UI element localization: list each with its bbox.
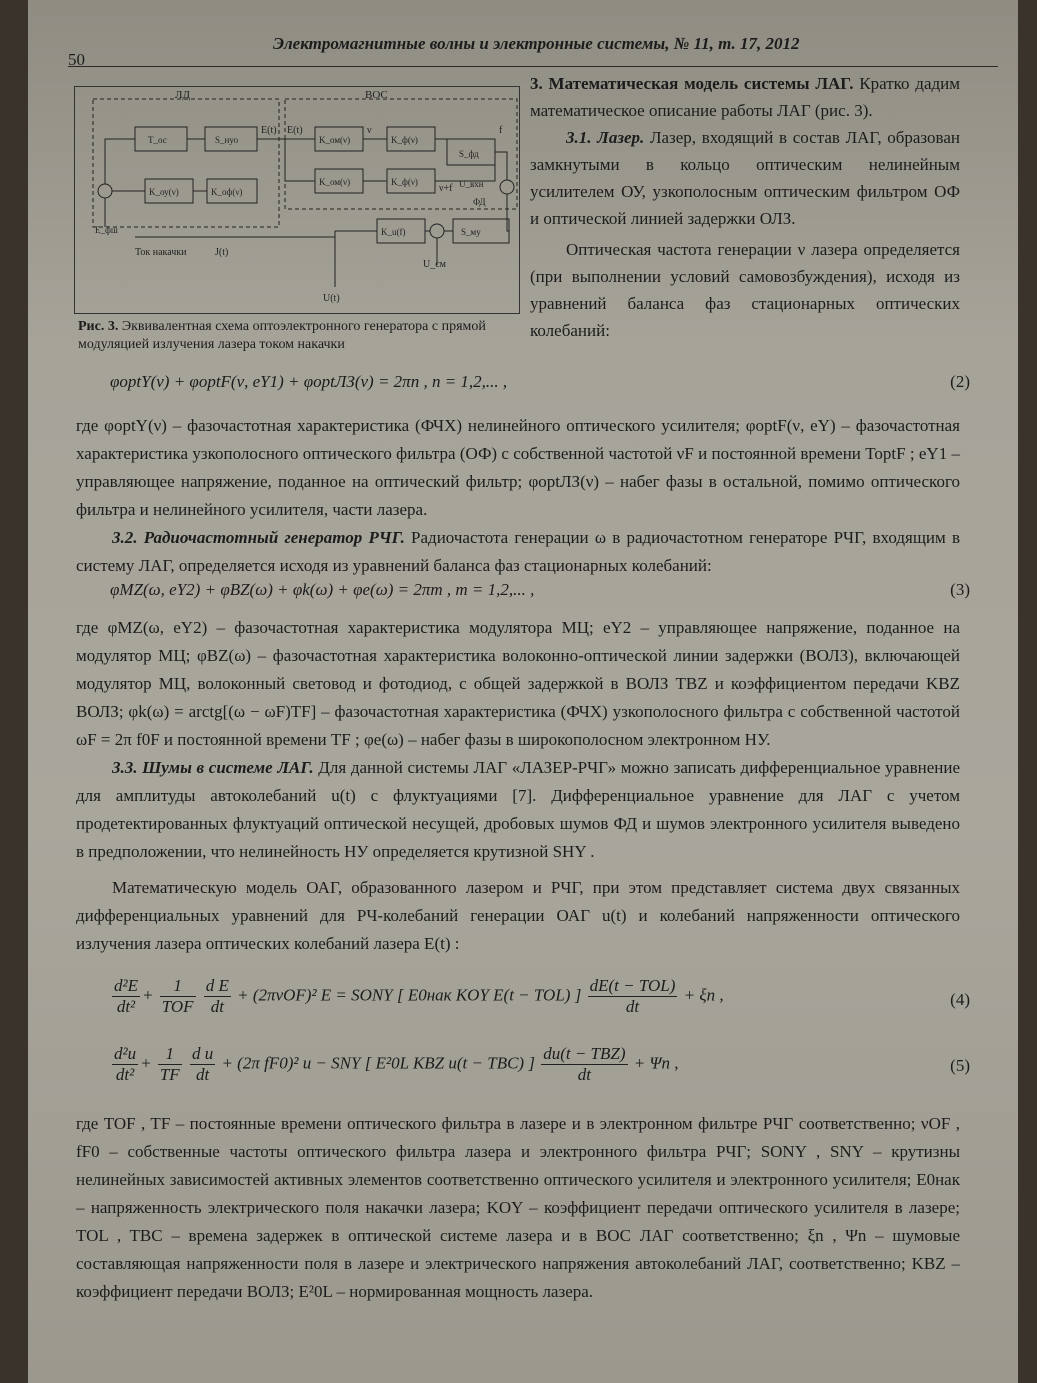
caption-label: Рис. 3. — [78, 319, 119, 334]
label-nu: ν — [367, 125, 372, 136]
label-k-of: K_оф(ν) — [211, 187, 243, 197]
para-final: где TOF , TF – постоянные времени оптического фильтра в лазере и в электронном фильтре РЧГ соответственно; νOF , fF0 – собственные частоты оптического фильтра лазера и электронного фильтра РЧГ; SONY , SNY – крутизны нелинейных зависимостей активных элементов соответственно оптического усилителя и электронного усилителя; E0нак – напряженность электрического поля накачки лазера; KOY – коэффициент передачи оптического усилителя в лазере; TOL , TBC – времена задержек в оптической системе лазера и в ВОС ЛАГ соответственно; ξn , Ψn – шумовые составляющая напряженности поля в лазере и электрического напряжения автоколебаний ЛАГ, соответственно; KBZ – коэффициент передачи ВОЛЗ; E²0L – нормированная мощность лазера. — [76, 1114, 960, 1301]
label-k-f2: K_ф(ν) — [391, 177, 418, 187]
label-u-vhn: U_вхн — [459, 179, 484, 189]
eq4-n3: d E — [205, 976, 229, 995]
eq2-number: (2) — [950, 372, 970, 391]
label-u-t: U(t) — [323, 293, 340, 304]
eq5-n3: d u — [191, 1044, 214, 1063]
para-eq2: где φoptY(ν) – фазочастотная характеристика (ФЧХ) нелинейного оптического усилителя; φoptF(ν, eY) – фазочастотная характеристика узкополосного оптического фильтра (ОФ) с собственной частотой νF и постоянной времени ToptF ; eY1 – управляющее напряжение, поданное на оптический фильтр; φoptЛЗ(ν) – набег фазы в остальной, помимо оптического фильтра и нелинейного усилителя, части лазера. — [76, 416, 960, 519]
equation-2 — [110, 372, 970, 412]
right-column — [530, 70, 960, 344]
eq5-tail: + Ψn , — [633, 1053, 679, 1073]
eq4-number: (4) — [950, 990, 970, 1009]
block-diagram — [75, 87, 519, 313]
label-s-nyo: S_нуо — [215, 135, 239, 145]
label-e-t2: E(t) — [287, 125, 303, 136]
section3-intro: Кратко дадим математическое описание работы ЛАГ (рис. 3). — [530, 74, 961, 120]
eq4-d4: dt — [625, 997, 640, 1016]
eq4-d3: dt — [210, 997, 224, 1016]
figure-caption — [78, 318, 523, 354]
eq5-d3: dt — [195, 1065, 210, 1084]
journal-page — [28, 0, 1018, 1383]
eq4-d1: dt² — [116, 997, 136, 1016]
label-pump-current: Ток накачки — [135, 247, 187, 258]
eq4-d2: TOF — [161, 997, 194, 1016]
equation-5: $\frac{\text{d²u}}{\text{dt²}}$ + $\frac{1}{TF}$ $\frac{\text{d u}}{dt}$ + (2π fF0)² u − SNY [ E²0L KBZ u(t − TBC) ] $\frac{\text{du(t − TBZ)}}{dt}$ + Ψn , (5) — [114, 1044, 970, 1084]
summer-right — [500, 180, 514, 194]
label-fd: ФД — [473, 197, 486, 207]
label-k-oy: K_оу(ν) — [149, 187, 179, 197]
journal-title: Электромагнитные волны и электронные системы, № 11, т. 17, 2012 — [273, 34, 800, 53]
label-e-fsh: E_фш — [95, 225, 118, 235]
label-ld: ЛД — [175, 89, 190, 101]
label-k-om1: K_ом(ν) — [319, 135, 351, 145]
equation-4: $\frac{\text{d²E}}{\text{dt²}}$ + $\frac{1}{\text{TOF}}$ $\frac{\text{d E}}{dt}$ + (2πνOF)² E = SONY [ E0нак KOY E(t − TOL) ] $\frac{\text{dE(t − TOL)}}{dt}$ + ξn , (4) — [114, 976, 970, 1016]
label-k-f1: K_ф(ν) — [391, 135, 418, 145]
eq2-formula: φoptY(ν) + φoptF(ν, eY1) + φoptЛЗ(ν) = 2πn , n = 1,2,... , — [110, 372, 508, 391]
para-eq3: где φMZ(ω, eY2) – фазочастотная характеристика модулятора МЦ; eY2 – управляющее напряжение, поданное на модулятор МЦ; φBZ(ω) – фазочастотная характеристика волоконно-оптической линии задержки (ВОЛЗ), включающей модулятор МЦ, волоконный световод и фотодиод, с общей задержкой в ВОЛЗ TBZ и коэффициентом передачи KBZ ВОЛЗ; φk(ω) = arctg[(ω − ωF)TF] – фазочастотная характеристика (ФЧХ) узкополосного фильтра с собственной частотой ωF = 2π f0F и постоянной времени TF ; φe(ω) – набег фазы в широкополосном электронном НУ. — [76, 618, 960, 749]
eq4-middle: + (2πνOF)² E = SONY [ E0нак KOY E(t − TOL) ] — [237, 985, 582, 1005]
section3-para2: Оптическая частота генерации ν лазера определяется (при выполнении условий самовозбуждения), исходя из уравнений баланса фаз стационарных оптических колебаний: — [530, 240, 960, 340]
eq4-n1: d²E — [114, 976, 138, 995]
summer-left — [98, 184, 112, 198]
eq5-n2: 1 — [158, 1044, 182, 1065]
label-j-t: J(t) — [215, 247, 229, 258]
label-u-cm: U_см — [423, 259, 446, 270]
sub1-title: 3.1. Лазер. — [566, 128, 645, 147]
label-vos: ВОС — [365, 89, 388, 101]
eq3-formula: φMZ(ω, eY2) + φBZ(ω) + φk(ω) + φe(ω) = 2πm , m = 1,2,... , — [110, 580, 535, 599]
body-block-3 — [76, 1110, 960, 1306]
eq5-n4: du(t − TBZ) — [543, 1044, 626, 1063]
eq4-tail: + ξn , — [683, 985, 724, 1005]
eq4-n2: 1 — [160, 976, 196, 997]
sub2-text: Радиочастота генерации ω в радиочастотном генераторе РЧГ, входящим в систему ЛАГ, определяется исходя из уравнений баланса фаз стационарных колебаний: — [76, 528, 961, 575]
section3-heading: 3. Математическая модель системы ЛАГ. — [530, 74, 854, 93]
page-number: 50 — [68, 50, 85, 69]
figure-3-diagram — [74, 86, 520, 314]
eq5-n1: d²u — [114, 1044, 137, 1063]
eq4-n4: dE(t − TOL) — [589, 976, 676, 995]
eq5-middle: + (2π fF0)² u − SNY [ E²0L KBZ u(t − TBC) ] — [221, 1053, 535, 1073]
eq5-d4: dt — [577, 1065, 591, 1084]
eq5-d2: TF — [159, 1065, 180, 1084]
eq3-number: (3) — [950, 580, 970, 599]
ld-block — [93, 99, 279, 227]
label-s-mu: S_му — [461, 227, 481, 237]
label-s-fd: S_фд — [459, 149, 479, 159]
summer-bottom — [430, 224, 444, 238]
body-block-2 — [76, 614, 960, 958]
eq5-d1: dt² — [115, 1065, 135, 1084]
label-k-u: K_u(f) — [381, 227, 406, 237]
label-e-t1: E(t) — [261, 125, 277, 136]
eq5-number: (5) — [950, 1056, 970, 1075]
body-block-1 — [76, 412, 960, 580]
label-t-os: T_ос — [148, 135, 167, 145]
caption-text: Эквивалентная схема оптоэлектронного генератора с прямой модуляцией излучения лазера током накачки — [78, 319, 486, 352]
label-nu-f: ν+f — [439, 183, 453, 194]
para-model: Математическую модель ОАГ, образованного лазером и РЧГ, при этом представляет система двух связанных дифференциальных уравнений для РЧ-колебаний генерации ОАГ u(t) и колебаний напряженности оптического излучения лазера оптических колебаний лазера E(t) : — [76, 878, 960, 953]
label-k-om2: K_ом(ν) — [319, 177, 351, 187]
sub2-title: 3.2. Радиочастотный генератор РЧГ. — [112, 528, 405, 547]
sub3-text: Для данной системы ЛАГ «ЛАЗЕР-РЧГ» можно записать дифференциальное уравнение для амплитуды автоколебаний u(t) с флуктуациями [7]. Дифференциальное уравнение для ЛАГ с учетом продетектированных флуктуаций оптической несущей, дробовых шумов ФД и шумов электронного усилителя выведено в предположении, что нелинейность НУ определяется крутизной SHY . — [76, 758, 961, 861]
running-header — [68, 32, 998, 67]
sub1-text: Лазер, входящий в состав ЛАГ, образован замкнутыми в кольцо оптическим нелинейным усилителем ОУ, узкополосным оптическим фильтром ОФ и оптической линией задержки ОЛЗ. — [530, 128, 960, 228]
label-f: f — [499, 125, 503, 136]
sub3-title: 3.3. Шумы в системе ЛАГ. — [112, 758, 314, 777]
